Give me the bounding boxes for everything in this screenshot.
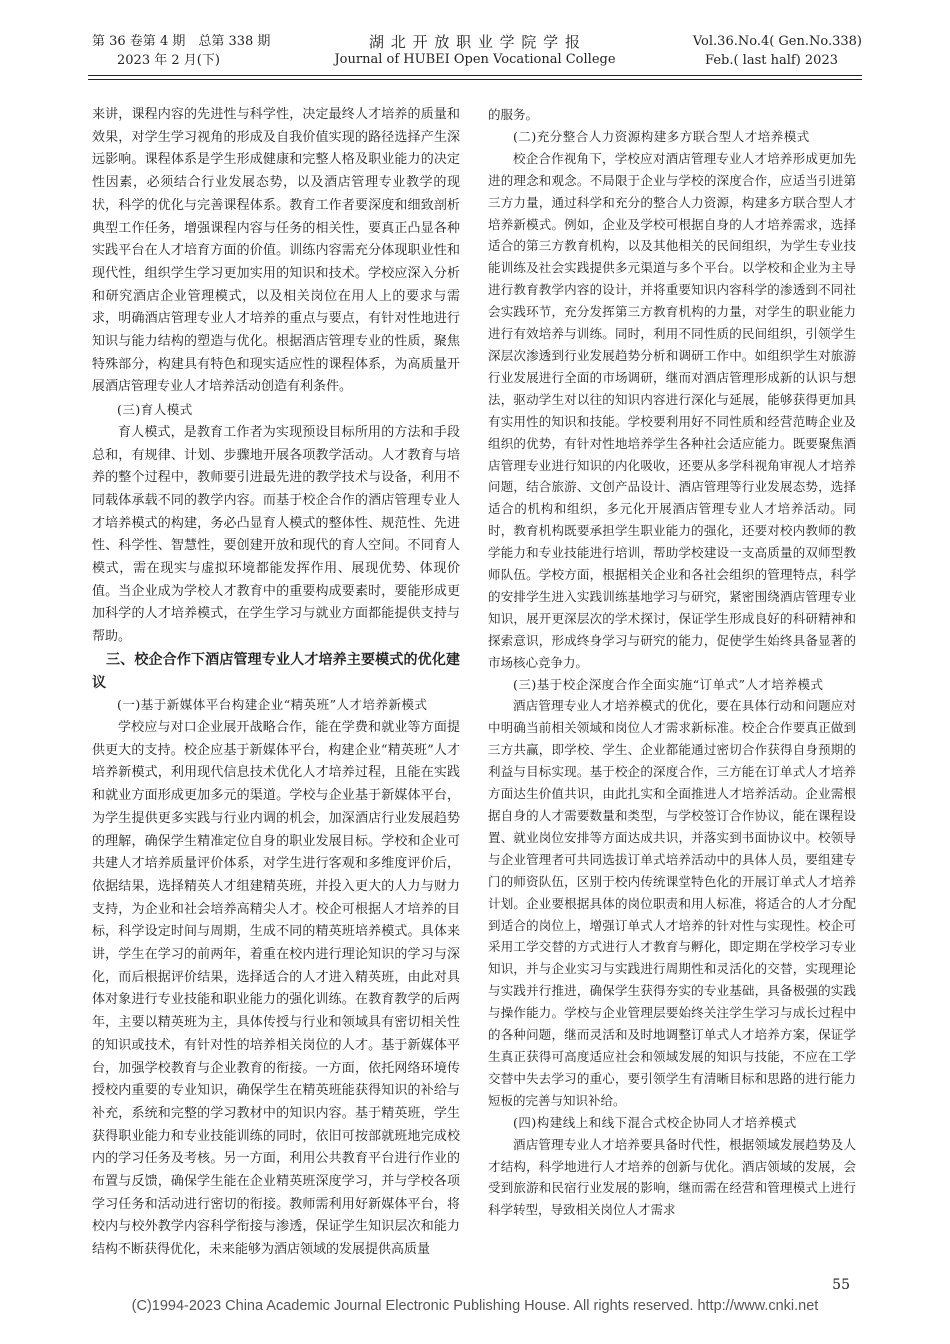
page-number: 55 [832,1277,850,1293]
subsection-heading: (三)育人模式 [117,402,193,418]
issue-date: 2023 年 2 月(下) [117,53,220,68]
body-paragraph-continued: 来讲，课程内容的先进性与科学性，决定最终人才培养的质量和效果，对学生学习视角的形成及自我价值实现的路径选择产生深远影响。课程体系是学生形成健康和完整人格及职业能力的决定性因素，必须结合行业发展态势，以及酒店管理专业教学的现状，科学的优化与完善课程体系。教育工作者要深度和细致剖析典型工作任务，增强课程内容与任务的相关性，要真正凸显各种实践平台在人才培育方面的价值。训练内容需充分体现职业性和现代性，组织学生学习更加实用的知识和技术。学校应深入分析和研究酒店企业管理模式，以及相关岗位在用人上的要求与需求，明确酒店管理专业人才培养的重点与要点，有针对性地进行知识与能力结构的塑造与优化。根据酒店管理专业的性质，聚焦特殊部分，构建具有特色和现实适应性的课程体系，为高质量开展酒店管理专业人才培养活动创造有利条件。 [92,107,460,395]
body-paragraph: 酒店管理专业人才培养要具备时代性，根据领域发展趋势及人才结构，科学地进行人才培养的创新与优化。酒店领域的发展，会受到旅游和民宿行业发展的影响，继而需在经营和管理模式上进行科学转型，导致相关岗位人才需求 [488,1136,856,1218]
journal-title-en: Journal of HUBEI Open Vocational College [334,52,616,67]
journal-header [0,0,950,96]
subsection-heading: (三)基于校企深度合作全面实施“订单式”人才培养模式 [513,676,824,692]
right-column [488,104,856,1221]
volume-issue: 第 36 卷第 4 期 总第 338 期 [92,34,271,49]
body-paragraph: 校企合作视角下，学校应对酒店管理专业人才培养形成更加先进的理念和观念。不局限于企业与学校的深度合作，应适当引进第三方力量，通过科学和充分的整合人力资源，构建多方联合型人才培养新模式。例如，企业及学校可根据自身的人才培养需求，选择适合的第三方教育机构，以及其他相关的民间组织，为学生专业技能训练及社会实践提供多元渠道与多个平台。以学校和企业为主导进行教育教学内容的设计，并将重要知识内容科学的渗透到不同社会实践环节，充分发挥第三方教育机构的力量，对学生的职业能力进行有效培养与训练。同时，利用不同性质的民间组织，引领学生深层次渗透到行业发展趋势分析和调研工作中。如组织学生对旅游行业发展进行全面的市场调研，继而对酒店管理形成新的认识与想法，驱动学生对以往的知识内容进行深化与延展，能够获得更加具有实用性的知识和技能。学校要利用好不同性质和经营范畴企业及组织的优势，有针对性地培养学生各种社会适应能力。既要聚焦酒店管理专业进行知识的内化吸收，还要从多学科视角审视人才培养问题，结合旅游、文创产品设计、酒店管理等行业发展态势，选择适合的机构和组织，多元化开展酒店管理专业人才培养活动。同时，教育机构既要承担学生职业能力的强化，还要对校内教师的教学能力和专业技能进行培训，帮助学校建设一支高质量的双师型教师队伍。学校方面，根据相关企业和各社会组织的管理特点，科学的安排学生进入实践训练基地学习与研究，紧密围绕酒店管理专业知识，展开更深层次的学术探讨，保证学生形成良好的科研精神和探索意识，形成终身学习与研究的能力，促使学生始终具备显著的市场核心竞争力。 [488,150,856,670]
subsection-heading: (二)充分整合人力资源构建多方联合型人才培养模式 [513,128,810,144]
body-paragraph: 学校应与对口企业展开战略合作，能在学费和就业等方面提供更大的支持。校企应基于新媒体平台，构建企业“精英班”人才培养新模式，利用现代信息技术优化人才培养过程，且能在实践和就业方面形成更加多元的渠道。学校与企业基于新媒体平台，为学生提供更多实践与行业内调的机会，加深酒店行业发展趋势的理解，确保学生精准定位自身的职业发展目标。学校和企业可共建人才培养质量评价体系，对学生进行客观和多维度评价后，依据结果，选择精英人才组建精英班，并投入更大的人力与财力支持，为企业和社会培养高精尖人才。校企可根据人才培养的目标，科学设定时间与周期，生成不同的精英班培养模式。具体来讲，学生在学习的前两年，着重在校内进行理论知识的学习与深化，而后根据评价结果，选择适合的人才进入精英班，由此对具体对象进行专业技能和职业能力的强化训练。在教育教学的后两年，主要以精英班为主，具体传授与行业和领域具有密切相关性的知识或技术，有针对性的培养相关岗位的人才。基于新媒体平台，加强学校教育与企业教育的衔接。一方面，依托网络环境传授校内重要的专业知识，确保学生在精英班能获得知识的补给与补充，系统和完整的学习教材中的知识内容。基于精英班，学生获得职业能力和专业技能训练的同时，依旧可按部就班地完成校内的学习任务及考核。另一方面，利用公共教育平台进行作业的布置与反馈，确保学生能在企业精英班深度学习，并与学校各项学习任务和活动进行密切的衔接。教师需利用好新媒体平台，将校内与校外教学内容科学衔接与渗透，保证学生知识层次和能力结构不断获得优化，未来能够为酒店领域的发展提供高质量 [92,719,460,1258]
left-column [92,104,460,1262]
subsection-heading: (四)构建线上和线下混合式校企协同人才培养模式 [513,1114,797,1130]
header-rule-top [88,75,862,76]
body-paragraph: 酒店管理专业人才培养模式的优化，要在具体行动和问题应对中明确当前相关领域和岗位人才需求新标准。校企合作要真正做到三方共赢，即学校、学生、企业都能通过密切合作获得自身预期的利益与目标实现。基于校企的深度合作，三方能在订单式人才培养方面达生价值共识，由此扎实和全面推进人才培养活动。企业需根据自身的人才需要数量和类型，与学校签订合作协议，能在课程设置、就业岗位安排等方面达成共识，并落实到书面协议中。校领导与企业管理者可共同选拔订单式培养活动中的具体人员，要组建专门的师资队伍，区别于校内传统课堂特色化的开展订单式人才培养计划。企业要根据具体的岗位职责和用人标准，将适合的人才分配到适合的岗位上，增强订单式人才培养的针对性与实现性。校企可采用工学交替的方式进行人才教育与孵化，即定期在学校学习专业知识，并与企业实习与实践进行周期性和灵活化的交替，实现理论与实践并行推进，确保学生获得夯实的专业基础，具备极强的实践与操作能力。学校与企业管理层要始终关注学生学习与成长过程中的各种问题，继而灵活和及时地调整订单式人才培养方案，保证学生真正获得可高度适应社会和领域发展的知识与技能，不应在工学交替中失去学习的重心，要引领学生有清晰目标和思路的进行能力短板的完善与知识补给。 [488,698,856,1108]
issue-date-en: Feb.( last half) 2023 [705,53,838,68]
body-paragraph: 育人模式，是教育工作者为实现预设目标所用的方法和手段总和，有规律、计划、步骤地开展各项教学活动。人才教育与培养的整个过程中，教师要引进最先进的教学技术与设备，利用不同载体承载不同的教学内容。而基于校企合作的酒店管理专业人才培养模式的构建，务必凸显育人模式的整体性、规范性、先进性、科学性、智慧性，要创建开放和现代的育人空间。不同育人模式，需在现实与虚拟环境都能发挥作用、展现优势、体现价值。当企业成为学校人才教育中的重要构成要素时，要能形成更加科学的人才培养模式，在学生学习与就业方面都能提供支持与帮助。 [92,424,460,645]
subsection-heading: (一)基于新媒体平台构建企业“精英班”人才培养新模式 [117,697,428,713]
section-heading: 三、校企合作下酒店管理专业人才培养主要模式的优化建议 [92,651,460,691]
journal-title-cn: 湖 北 开 放 职 业 学 院 学 报 [369,33,581,51]
header-rule-bottom [88,79,862,80]
volume-issue-en: Vol.36.No.4( Gen.No.338) [692,34,862,49]
copyright-footer: (C)1994-2023 China Academic Journal Electronic Publishing House. All rights reserved. http://www.cnki.net [131,1298,819,1314]
body-paragraph-continued: 的服务。 [488,107,539,122]
